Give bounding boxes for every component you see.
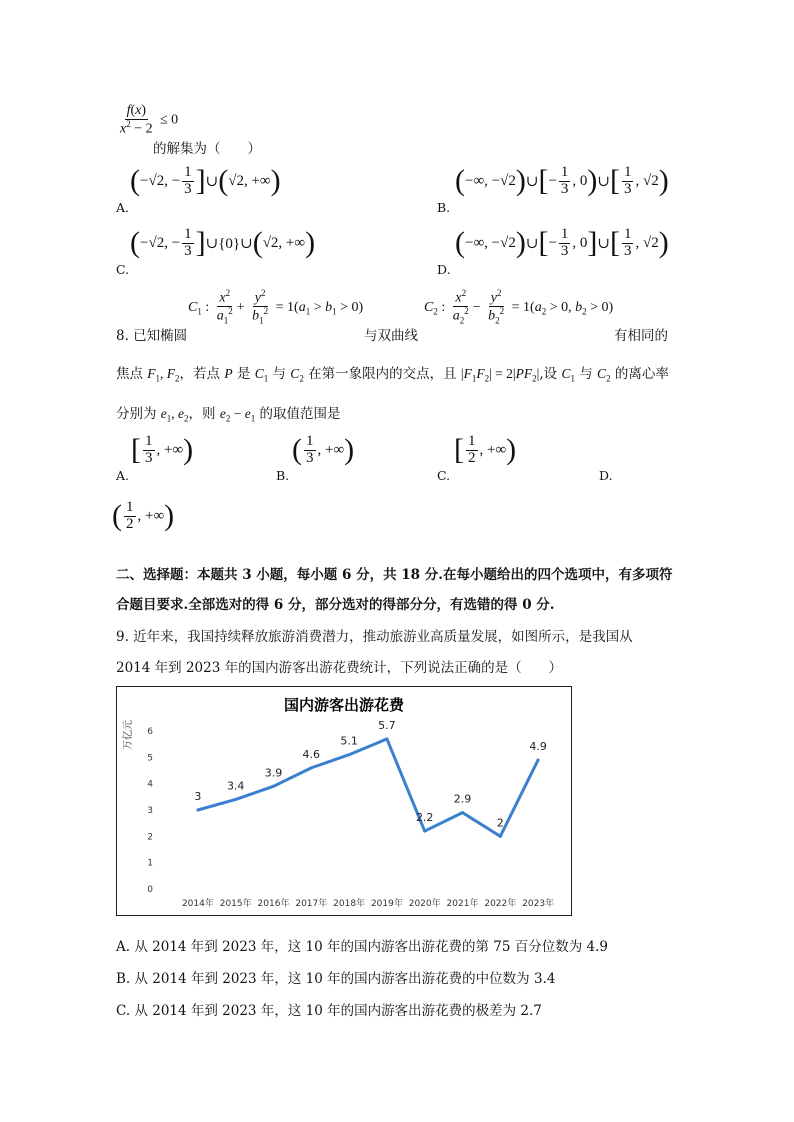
q7-option-c-expr: ( −√2, − $\frac{1}{3}$ ] ∪{0}∪ ( √2, +∞ ) xyxy=(130,226,316,260)
chart-data-point xyxy=(461,811,464,814)
chart-ytick-label: 2 xyxy=(147,832,153,843)
q7-option-a-expr: ( −√2, − $\frac{1}{3}$ ] ∪ ( √2, +∞ ) xyxy=(130,164,281,198)
q8-hyperbola-eq: $C_2$ : $\frac{x^2}{a_2^2}$ − $\frac{y^2}{b_2^2}$ = $1(a_2 > 0$, $b_2 > 0$) xyxy=(424,288,614,326)
chart-xtick-label: 2017年 xyxy=(295,899,328,909)
chart-ylabel-group xyxy=(121,720,134,750)
chart-data-point xyxy=(499,835,502,838)
chart-data-point xyxy=(234,798,237,801)
q8-line2: 焦点 $F_1$, $F_2$，若点 P 是 $C_1$ 与 $C_2$ 在第一象限内的交点，且 $|F_1F_2| = 2|PF_2|$,设 $C_1$ 与 $C_2$ 的离心率 xyxy=(116,366,669,384)
chart-ytick-label: 1 xyxy=(147,858,153,869)
chart-data-point xyxy=(272,785,275,788)
q8-option-c-label: C. xyxy=(437,468,451,483)
tourism-spending-chart xyxy=(116,686,572,916)
chart-xtick-label: 2023年 xyxy=(522,899,555,909)
chart-ytick-label: 5 xyxy=(147,753,153,764)
q8-line3: 分别为 $e_1$, $e_2$，则 $e_2 - e_1$ 的取值范围是 xyxy=(116,406,341,424)
chart-data-label: 2.9 xyxy=(453,792,472,806)
q9-option-a xyxy=(116,935,608,955)
chart-data-label: 3 xyxy=(194,790,202,803)
chart-xtick-label: 2020年 xyxy=(408,899,441,909)
q7-option-c-label: C. xyxy=(116,262,130,277)
q8-stem-mid: 与双曲线 xyxy=(364,328,418,344)
q8-option-b-label: B. xyxy=(276,468,290,483)
chart-data-point xyxy=(423,830,426,833)
chart-ytick-label: 3 xyxy=(147,806,153,816)
chart-series-line xyxy=(198,739,538,836)
chart-data-label: 3.4 xyxy=(226,779,245,793)
chart-data-point xyxy=(310,766,313,769)
chart-title: 国内游客出游花费 xyxy=(283,696,405,714)
q8-option-a-expr: [ $\frac{1}{3}$ , +∞ ) xyxy=(131,433,194,467)
q7-option-b-label: B. xyxy=(437,200,451,215)
chart-data-point xyxy=(348,753,351,756)
chart-svg xyxy=(117,687,571,915)
chart-ytick-label: 4 xyxy=(147,779,153,790)
q8-option-b-expr: ( $\frac{1}{3}$ , +∞ ) xyxy=(292,433,355,467)
chart-xticks xyxy=(182,897,554,909)
q8-option-d-label: D. xyxy=(599,468,613,483)
chart-points xyxy=(196,734,539,837)
chart-data-label: 5.1 xyxy=(340,734,358,748)
q9-option-c xyxy=(116,999,542,1019)
q8-option-a-label: A. xyxy=(116,468,130,483)
q7-option-a-label: A. xyxy=(116,200,130,215)
q9-option-b-text: 从 2014 年到 2023 年，这 10 年的国内游客出游花费的中位数为 3.4 xyxy=(134,971,556,987)
q8-stem-tail: 有相同的 xyxy=(614,328,668,344)
q7-inequality: $\frac{f(x)}{x^2 - 2}$ ≤ 0 xyxy=(120,103,179,137)
q7-option-b-expr: ( −∞, −√2 ) ∪ [ − $\frac{1}{3}$ , 0 ) ∪ [ $\frac{1}{3}$ , √2 ) xyxy=(455,164,669,198)
q9-line2: 2014 年到 2023 年的国内游客出游花费统计，下列说法正确的是（ ） xyxy=(116,660,563,676)
chart-xtick-label: 2014年 xyxy=(181,899,214,909)
chart-data-label: 2 xyxy=(496,816,504,830)
q8-ellipse-eq: $C_1$ : $\frac{x^2}{a_1^2}$ + $\frac{y^2}{b_1^2}$ = $1(a_1 > b_1 > 0)$ xyxy=(188,288,364,326)
section2-line2: 合题目要求.全部选对的得 6 分，部分选对的得部分分，有选错的得 0 分. xyxy=(116,597,555,613)
q9-option-a-text: 从 2014 年到 2023 年，这 10 年的国内游客出游花费的第 75 百分位数为 4.9 xyxy=(134,939,609,955)
q9-option-a-label: A. xyxy=(116,939,131,955)
q9-option-b xyxy=(116,967,555,987)
q7-option-d-label: D. xyxy=(437,262,451,277)
chart-xtick-label: 2016年 xyxy=(257,899,290,909)
chart-xtick-label: 2022年 xyxy=(484,899,517,909)
chart-xtick-label: 2019年 xyxy=(370,899,403,909)
q7-option-d-expr: ( −∞, −√2 ) ∪ [ − $\frac{1}{3}$ , 0 ] ∪ [ $\frac{1}{3}$ , √2 ) xyxy=(455,226,669,260)
chart-data-point xyxy=(196,809,199,812)
q8-option-d-expr: ( $\frac{1}{2}$ , +∞ ) xyxy=(112,499,175,533)
chart-ylabel: 万亿元 xyxy=(123,720,134,750)
q9-line1: 9. 近年来，我国持续释放旅游消费潜力，推动旅游业高质量发展，如图所示，是我国从 xyxy=(116,629,633,645)
chart-yticks xyxy=(147,727,153,895)
q8-stem-start: 8. 已知椭圆 xyxy=(116,328,188,344)
chart-ytick-label: 0 xyxy=(147,885,153,895)
chart-data-point xyxy=(537,758,540,761)
chart-data-label: 5.7 xyxy=(378,718,396,732)
chart-data-label: 4.9 xyxy=(529,739,547,753)
chart-data-label: 2.2 xyxy=(415,811,434,825)
q9-option-c-text: 从 2014 年到 2023 年，这 10 年的国内游客出游花费的极差为 2.7 xyxy=(134,1003,542,1019)
chart-data-labels xyxy=(194,719,546,829)
chart-data-label: 4.6 xyxy=(302,747,321,761)
chart-xtick-label: 2018年 xyxy=(333,899,366,909)
chart-data-point xyxy=(385,737,388,740)
q9-option-b-label: B. xyxy=(116,971,131,987)
q7-stem-tail: 的解集为（ ） xyxy=(153,141,261,157)
chart-data-label: 3.9 xyxy=(264,766,283,780)
q9-option-c-label: C. xyxy=(116,1003,131,1019)
chart-xtick-label: 2015年 xyxy=(219,899,252,909)
q8-option-c-expr: [ $\frac{1}{2}$ , +∞ ) xyxy=(454,433,517,467)
chart-ytick-label: 6 xyxy=(147,727,153,737)
section2-line1: 二、选择题：本题共 3 小题，每小题 6 分，共 18 分.在每小题给出的四个选项中，有多项符 xyxy=(116,567,673,583)
chart-xtick-label: 2021年 xyxy=(446,899,479,909)
